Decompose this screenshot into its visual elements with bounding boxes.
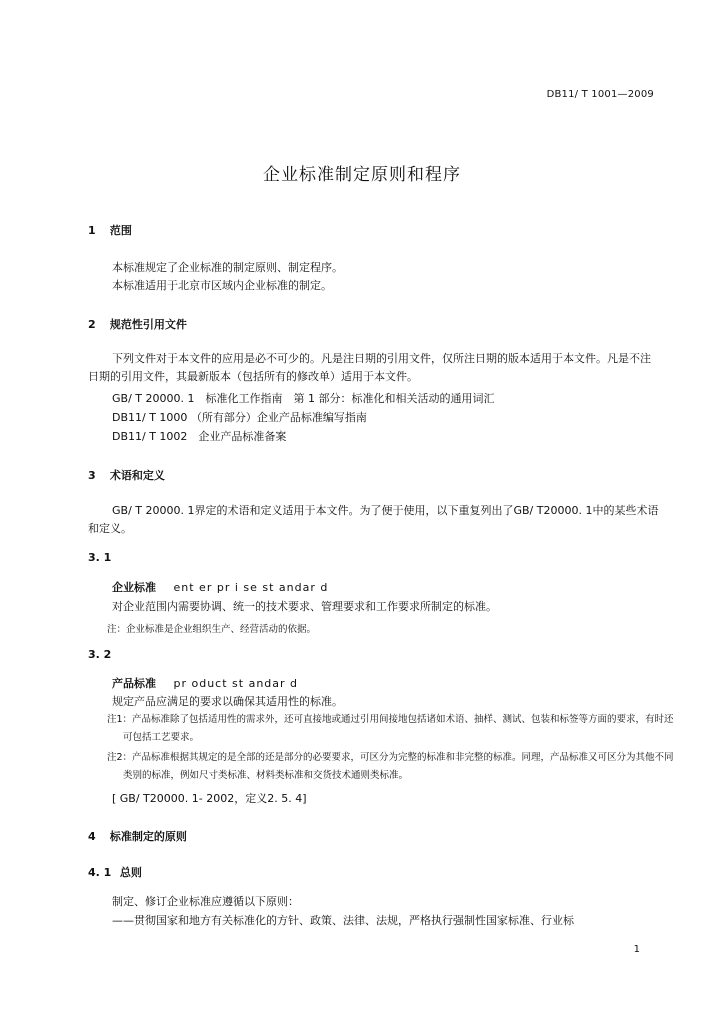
term-entry xyxy=(112,675,298,691)
section-number: 1 xyxy=(88,224,96,237)
reference-item: GB/ T 20000. 1 标准化工作指南 第 1 部分：标准化和相关活动的通用词汇 xyxy=(112,392,495,405)
section-4-heading xyxy=(88,828,187,844)
section-title: 标准制定的原则 xyxy=(109,830,187,843)
term-definition: 规定产品应满足的要求以确保其适用性的标准。 xyxy=(112,695,343,708)
paragraph: 下列文件对于本文件的应用是必不可少的。凡是注日期的引用文件，仅所注日期的版本适用于本文件。凡是不注日期的引用文件，其最新版本（包括所有的修改单）适用于本文件。 xyxy=(88,352,651,383)
term-en: ent er pr i se st andar d xyxy=(173,581,329,594)
subsection-4-1-heading xyxy=(88,864,142,880)
reference-item: DB11/ T 1000 （所有部分）企业产品标准编写指南 xyxy=(112,411,367,424)
source-reference: [ GB/ T20000. 1- 2002，定义2. 5. 4] xyxy=(112,792,307,805)
clause-number: 3. 1 xyxy=(88,551,112,564)
section-title: 规范性引用文件 xyxy=(109,318,187,331)
clause-number: 3. 2 xyxy=(88,648,112,661)
term-definition: 对企业范围内需要协调、统一的技术要求、管理要求和工作要求所制定的标准。 xyxy=(112,600,497,613)
note: 注：企业标准是企业组织生产、经营活动的依据。 xyxy=(107,624,317,635)
term-zh: 产品标准 xyxy=(112,677,156,690)
subsection-title: 总则 xyxy=(119,866,142,879)
paragraph: 本标准规定了企业标准的制定原则、制定程序。 xyxy=(112,261,343,274)
section-title: 范围 xyxy=(109,224,132,237)
paragraph: 制定、修订企业标准应遵循以下原则： xyxy=(112,895,299,908)
section-3-heading xyxy=(88,467,165,483)
document-number: DB11/ T 1001—2009 xyxy=(546,89,654,100)
section-1-heading xyxy=(88,222,132,238)
document-title: 企业标准制定原则和程序 xyxy=(263,165,461,185)
note: 注1：产品标准除了包括适用性的需求外，还可直接地或通过引用间接地包括诸如术语、抽样、测试、包装和标签等方面的要求，有时还可包括工艺要求。 xyxy=(107,714,674,743)
term-entry xyxy=(112,579,328,595)
paragraph: ——贯彻国家和地方有关标准化的方针、政策、法律、法规，严格执行强制性国家标准、行业标 xyxy=(112,914,574,927)
note: 注2：产品标准根据其规定的是全部的还是部分的必要要求，可区分为完整的标准和非完整的标准。同理，产品标准又可区分为其他不同类别的标准，例如尺寸类标准、材料类标准和交货技术通则类标准。 xyxy=(107,752,674,781)
term-zh: 企业标准 xyxy=(112,581,156,594)
paragraph: 本标准适用于北京市区域内企业标准的制定。 xyxy=(112,279,332,292)
paragraph: GB/ T 20000. 1界定的术语和定义适用于本文件。为了便于使用，以下重复列出了GB/ T20000. 1中的某些术语和定义。 xyxy=(88,504,659,535)
section-number: 2 xyxy=(88,318,96,331)
section-number: 4 xyxy=(88,830,96,843)
section-title: 术语和定义 xyxy=(109,469,165,482)
subsection-number: 4. 1 xyxy=(88,866,112,879)
reference-item: DB11/ T 1002 企业产品标准备案 xyxy=(112,430,287,443)
section-2-heading xyxy=(88,316,187,332)
section-number: 3 xyxy=(88,469,96,482)
term-en: pr oduct st andar d xyxy=(173,677,299,690)
page-number: 1 xyxy=(633,944,640,955)
